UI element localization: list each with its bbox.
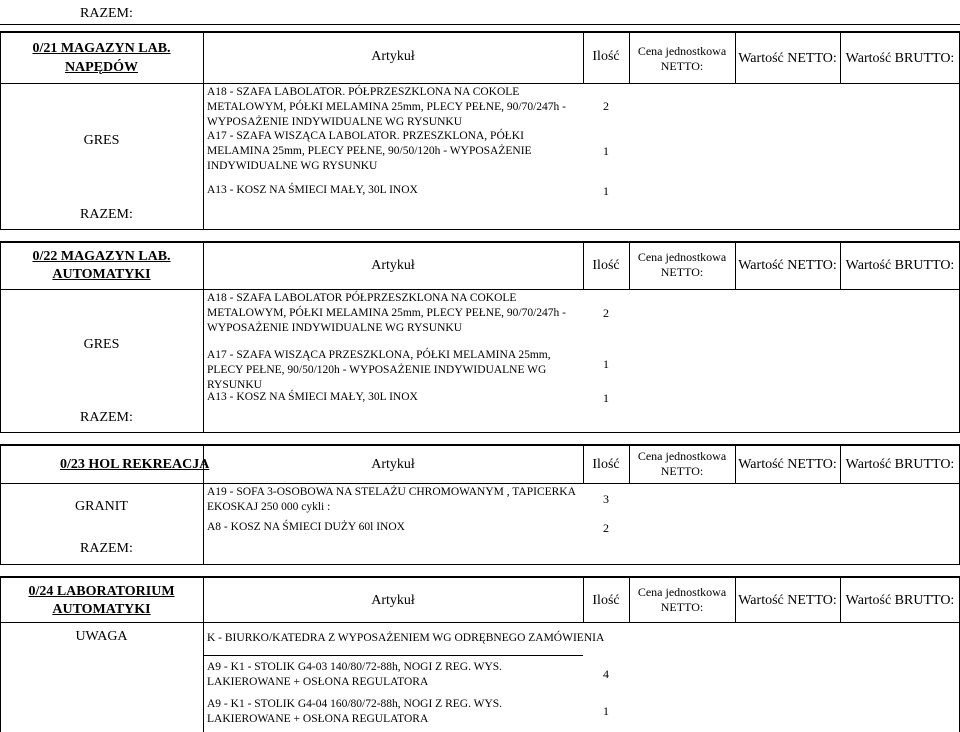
room-title-0-21: 0/21 MAGAZYN LAB.: [32, 41, 171, 56]
header-artykul: Artykuł: [371, 258, 415, 273]
header-netto: NETTO:: [660, 464, 704, 478]
item-quantity: 2: [603, 99, 609, 113]
item-description: A9 - K1 - STOLIK G4-03 140/80/72-88h, NOGI Z REG. WYS. LAKIEROWANE + OSŁONA REGULATORA: [207, 661, 503, 688]
room-subtitle-0-21: NAPĘDÓW: [64, 60, 139, 75]
room-title-0-24: 0/24 LABORATORIUM: [28, 584, 175, 599]
header-ilosc: Ilość: [592, 49, 620, 64]
item-description: A17 - SZAFA WISZĄCA LABOLATOR. PRZESZKLONA, PÓŁKI MELAMINA 25mm, PLECY PEŁNE, 90/50/120h - WYPOSAŻENIE INDYWIDUALNE WG RYSUNKU: [207, 130, 532, 172]
room-subtitle-0-22: AUTOMATYKI: [52, 267, 151, 282]
header-netto: NETTO:: [660, 600, 704, 614]
material-label: GRES: [83, 337, 120, 352]
header-artykul: Artykuł: [371, 457, 415, 472]
header-wartosc-netto: Wartość NETTO:: [738, 51, 837, 66]
header-cena: Cena jednostkowa: [637, 44, 727, 58]
razem-label: RAZEM:: [80, 207, 133, 222]
room-title-0-22: 0/22 MAGAZYN LAB.: [32, 249, 171, 264]
header-artykul: Artykuł: [371, 593, 415, 608]
item-description: A13 - KOSZ NA ŚMIECI MAŁY, 30L INOX: [207, 391, 418, 403]
item-quantity: 4: [603, 667, 609, 681]
header-wartosc-netto: Wartość NETTO:: [738, 593, 837, 608]
header-netto: NETTO:: [660, 265, 704, 279]
item-description: A9 - K1 - STOLIK G4-04 160/80/72-88h, NOGI Z REG. WYS. LAKIEROWANE + OSŁONA REGULATORA: [207, 698, 503, 725]
header-wartosc-brutto: Wartość BRUTTO:: [845, 258, 955, 273]
room-title-0-23: 0/23 HOL REKREACJA: [60, 457, 210, 472]
item-quantity: 3: [603, 492, 609, 506]
header-cena: Cena jednostkowa: [637, 250, 727, 264]
item-description: A19 - SOFA 3-OSOBOWA NA STELAŻU CHROMOWANYM , TAPICERKA EKOSKAJ 250 000 cykli :: [207, 486, 576, 513]
header-wartosc-netto: Wartość NETTO:: [738, 258, 837, 273]
item-description: A18 - SZAFA LABOLATOR PÓŁPRZESZKLONA NA COKOLE METALOWYM, PÓŁKI MELAMINA 25mm, PLECY PEŁNE, 90/70/247h - WYPOSAŻENIE INDYWIDUALNE WG RYSUNKU: [207, 292, 566, 334]
item-description: A13 - KOSZ NA ŚMIECI MAŁY, 30L INOX: [207, 184, 418, 196]
header-ilosc: Ilość: [592, 258, 620, 273]
material-label: GRANIT: [75, 499, 128, 514]
item-quantity: 1: [603, 704, 609, 718]
item-quantity: 2: [603, 521, 609, 535]
room-subtitle-0-24: AUTOMATYKI: [52, 602, 151, 617]
item-quantity: 2: [603, 306, 609, 320]
header-artykul: Artykuł: [371, 49, 415, 64]
item-description: A18 - SZAFA LABOLATOR. PÓŁPRZESZKLONA NA COKOLE METALOWYM, PÓŁKI MELAMINA 25mm, PLECY PEŁNE, 90/70/247h - WYPOSAŻENIE INDYWIDUALNE WG RYSUNKU: [207, 86, 566, 128]
razem-label: RAZEM:: [80, 541, 133, 556]
item-quantity: 1: [603, 184, 609, 198]
item-quantity: 1: [603, 144, 609, 158]
item-description: A17 - SZAFA WISZĄCA PRZESZKLONA, PÓŁKI MELAMINA 25mm, PLECY PEŁNE, 90/50/120h - WYPOSAŻENIE INDYWIDUALNE WG RYSUNKU: [207, 349, 551, 391]
header-ilosc: Ilość: [592, 457, 620, 472]
header-netto: NETTO:: [660, 59, 704, 73]
material-label: UWAGA: [75, 629, 128, 644]
item-description: K - BIURKO/KATEDRA Z WYPOSAŻENIEM WG ODRĘBNEGO ZAMÓWIENIA: [207, 632, 605, 644]
item-quantity: 1: [603, 391, 609, 405]
header-wartosc-brutto: Wartość BRUTTO:: [845, 51, 955, 66]
material-label: GRES: [83, 133, 120, 148]
header-wartosc-brutto: Wartość BRUTTO:: [845, 457, 955, 472]
razem-label: RAZEM:: [80, 410, 133, 425]
header-wartosc-netto: Wartość NETTO:: [738, 457, 837, 472]
item-description: A8 - KOSZ NA ŚMIECI DUŻY 60l INOX: [207, 521, 405, 533]
header-wartosc-brutto: Wartość BRUTTO:: [845, 593, 955, 608]
header-cena: Cena jednostkowa: [637, 585, 727, 599]
item-quantity: 1: [603, 357, 609, 371]
header-ilosc: Ilość: [592, 593, 620, 608]
header-cena: Cena jednostkowa: [637, 449, 727, 463]
razem-label-top: RAZEM:: [80, 6, 133, 21]
